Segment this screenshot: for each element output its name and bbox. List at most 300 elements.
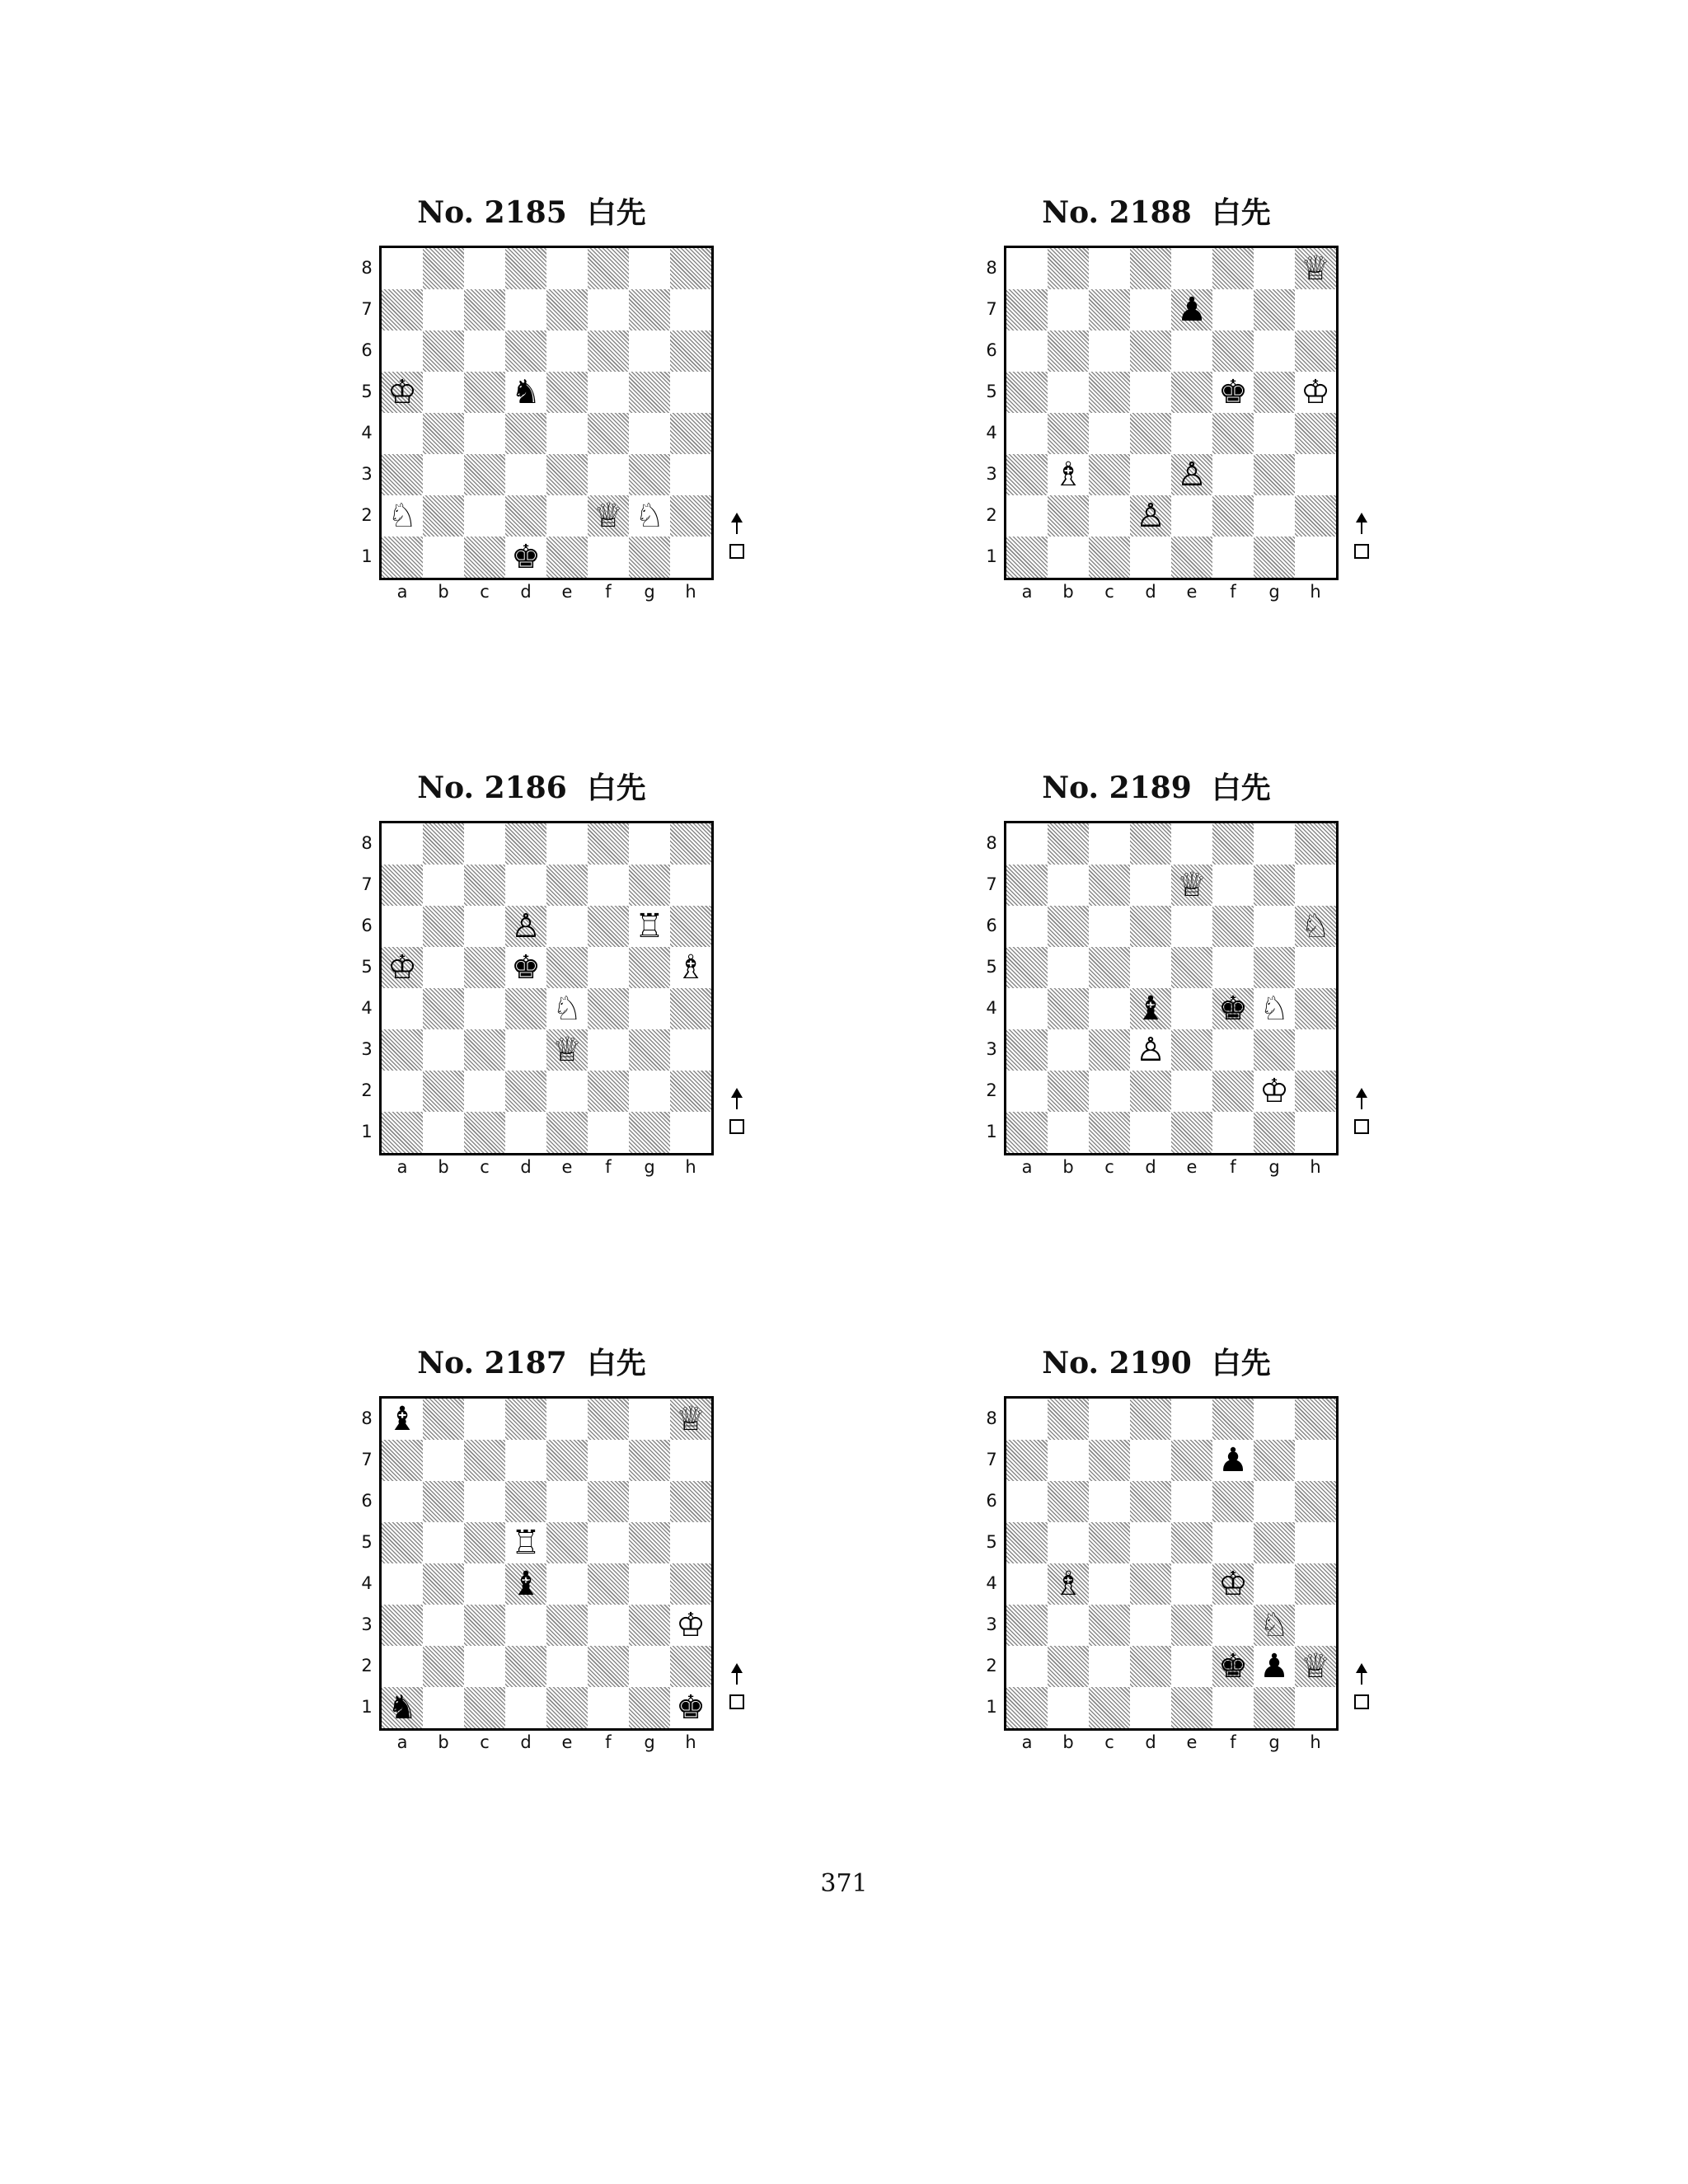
square-a6 [382, 906, 423, 947]
problem-title [959, 1345, 1354, 1382]
square-b2 [1048, 1071, 1089, 1112]
square-e3 [1171, 1029, 1212, 1071]
black-king-icon: ♚ [676, 1689, 706, 1727]
rank-label: 3 [986, 464, 997, 484]
square-h7 [1295, 1440, 1336, 1481]
rank-label: 5 [986, 382, 997, 401]
square-d3 [505, 454, 546, 495]
square-f5 [588, 1522, 629, 1563]
square-g5 [1254, 1522, 1295, 1563]
file-label: d [1145, 1157, 1156, 1177]
square-h7 [1295, 289, 1336, 330]
square-e7 [546, 1440, 588, 1481]
problem-number: No. 2187 [417, 1346, 567, 1380]
file-label: c [480, 582, 490, 602]
square-c7 [464, 289, 505, 330]
white-queen-icon: ♕ [1301, 1647, 1330, 1685]
rank-label: 4 [986, 423, 997, 443]
square-b7 [1048, 1440, 1089, 1481]
square-g7 [629, 865, 670, 906]
square-c3 [1089, 454, 1130, 495]
square-c6 [464, 330, 505, 372]
square-f7 [1212, 865, 1254, 906]
square-d1 [1130, 1687, 1171, 1728]
rank-label: 7 [986, 874, 997, 894]
square-h5 [670, 1522, 711, 1563]
square-e5 [546, 372, 588, 413]
white-to-move-indicator-icon [728, 1665, 746, 1716]
square-d3 [505, 1029, 546, 1071]
square-c6 [464, 906, 505, 947]
square-a2 [382, 1646, 423, 1687]
square-g1 [629, 537, 670, 578]
square-c7 [464, 865, 505, 906]
square-d1 [505, 1687, 546, 1728]
square-a4 [1006, 988, 1048, 1029]
square-e1 [546, 537, 588, 578]
square-e4 [546, 1563, 588, 1605]
black-bishop-icon: ♝ [511, 1565, 541, 1603]
square-a7 [1006, 1440, 1048, 1481]
chess-board [1004, 821, 1339, 1155]
square-f6 [588, 1481, 629, 1522]
square-a3 [382, 1605, 423, 1646]
square-g3 [1254, 1029, 1295, 1071]
square-a6 [1006, 906, 1048, 947]
white-queen-icon: ♕ [593, 497, 623, 535]
square-g8 [1254, 1399, 1295, 1440]
rank-label: 5 [361, 957, 373, 977]
rank-label: 8 [361, 258, 373, 278]
file-label: e [1186, 1157, 1198, 1177]
square-h5 [1295, 947, 1336, 988]
square-h7 [670, 289, 711, 330]
square-e4 [546, 413, 588, 454]
square-h1 [670, 1112, 711, 1153]
square-b8 [1048, 248, 1089, 289]
problem-title [959, 194, 1354, 232]
rank-label: 5 [361, 382, 373, 401]
square-b8 [423, 1399, 464, 1440]
square-g6 [629, 1481, 670, 1522]
square-h8 [1295, 1399, 1336, 1440]
rank-label: 1 [986, 1697, 997, 1717]
square-c1 [1089, 537, 1130, 578]
square-g2 [1254, 495, 1295, 537]
square-f5 [1212, 1522, 1254, 1563]
square-b3 [1048, 1605, 1089, 1646]
square-e5 [546, 1522, 588, 1563]
problem-title [959, 770, 1354, 807]
file-label: d [520, 1732, 532, 1752]
square-d7 [1130, 289, 1171, 330]
rank-label: 3 [361, 1039, 373, 1059]
square-b6 [1048, 1481, 1089, 1522]
square-g1 [1254, 1112, 1295, 1153]
square-g3 [629, 1029, 670, 1071]
square-b5 [1048, 947, 1089, 988]
chess-board [379, 1396, 714, 1731]
problem-title [334, 1345, 729, 1382]
square-h6 [1295, 1481, 1336, 1522]
square-c5 [464, 1522, 505, 1563]
square-g4 [629, 413, 670, 454]
square-h5 [1295, 1522, 1336, 1563]
square-f3 [588, 1029, 629, 1071]
square-e8 [1171, 1399, 1212, 1440]
square-d4 [1130, 413, 1171, 454]
file-label: b [1062, 1732, 1074, 1752]
black-king-icon: ♚ [1218, 373, 1248, 411]
square-b2 [423, 495, 464, 537]
square-e2 [546, 1071, 588, 1112]
file-label: h [685, 1157, 696, 1177]
square-d2 [505, 495, 546, 537]
square-e2 [1171, 1071, 1212, 1112]
square-g7 [629, 289, 670, 330]
square-g8 [629, 248, 670, 289]
rank-label: 7 [986, 1450, 997, 1469]
square-d8 [505, 1399, 546, 1440]
square-b3 [423, 1029, 464, 1071]
square-c8 [464, 248, 505, 289]
rank-label: 1 [361, 1697, 373, 1717]
file-label: f [605, 1157, 612, 1177]
rank-label: 3 [986, 1039, 997, 1059]
square-e6 [1171, 330, 1212, 372]
square-a1 [1006, 1687, 1048, 1728]
square-a8 [382, 248, 423, 289]
rank-label: 2 [986, 505, 997, 525]
rank-label: 5 [361, 1532, 373, 1552]
square-h1 [1295, 1687, 1336, 1728]
square-c4 [464, 988, 505, 1029]
square-a1 [1006, 1112, 1048, 1153]
square-b1 [423, 537, 464, 578]
square-a7 [1006, 289, 1048, 330]
square-d3 [505, 1605, 546, 1646]
square-b4 [1048, 413, 1089, 454]
white-bishop-icon: ♗ [1053, 1565, 1083, 1603]
square-c6 [1089, 906, 1130, 947]
square-g8 [629, 823, 670, 865]
square-c7 [1089, 1440, 1130, 1481]
square-a6 [1006, 330, 1048, 372]
square-e5 [1171, 947, 1212, 988]
file-label: c [1104, 582, 1114, 602]
white-queen-icon: ♕ [552, 1031, 582, 1069]
square-h3 [1295, 454, 1336, 495]
square-d6 [505, 1481, 546, 1522]
white-queen-icon: ♕ [1177, 866, 1207, 904]
rank-label: 8 [986, 258, 997, 278]
file-label: b [438, 1732, 449, 1752]
square-e6 [546, 1481, 588, 1522]
file-label: b [1062, 1157, 1074, 1177]
square-g8 [629, 1399, 670, 1440]
white-bishop-icon: ♗ [1053, 456, 1083, 494]
square-f8 [1212, 248, 1254, 289]
black-bishop-icon: ♝ [1136, 990, 1165, 1028]
square-b2 [1048, 495, 1089, 537]
square-g4 [629, 988, 670, 1029]
rank-label: 6 [986, 916, 997, 935]
square-d8 [1130, 823, 1171, 865]
square-f4 [588, 413, 629, 454]
square-d1 [1130, 1112, 1171, 1153]
square-c7 [464, 1440, 505, 1481]
square-a6 [382, 1481, 423, 1522]
square-f5 [1212, 947, 1254, 988]
square-c2 [1089, 1071, 1130, 1112]
chess-board [379, 821, 714, 1155]
square-g2 [629, 1646, 670, 1687]
square-h8 [670, 823, 711, 865]
square-e8 [546, 823, 588, 865]
square-b7 [423, 289, 464, 330]
white-king-icon: ♔ [387, 949, 417, 987]
square-b8 [423, 248, 464, 289]
square-f6 [1212, 906, 1254, 947]
square-h6 [670, 330, 711, 372]
square-b2 [423, 1071, 464, 1112]
square-c5 [464, 372, 505, 413]
square-b1 [423, 1687, 464, 1728]
square-e1 [1171, 1112, 1212, 1153]
rank-label: 4 [361, 423, 373, 443]
file-label: h [1310, 1157, 1321, 1177]
rank-label: 1 [986, 546, 997, 566]
rank-label: 5 [986, 1532, 997, 1552]
square-h3 [670, 454, 711, 495]
rank-label: 6 [986, 340, 997, 360]
square-b1 [423, 1112, 464, 1153]
file-label: c [1104, 1157, 1114, 1177]
square-d7 [505, 289, 546, 330]
square-f7 [588, 289, 629, 330]
square-b2 [423, 1646, 464, 1687]
square-b4 [423, 1563, 464, 1605]
square-a7 [382, 865, 423, 906]
square-d6 [1130, 1481, 1171, 1522]
black-pawn-icon: ♟ [1259, 1647, 1289, 1685]
square-f2 [588, 1071, 629, 1112]
square-d2 [505, 1071, 546, 1112]
square-g1 [1254, 1687, 1295, 1728]
square-a2 [1006, 1071, 1048, 1112]
square-f3 [588, 454, 629, 495]
side-to-move-label: 白先 [586, 1347, 646, 1380]
square-h4 [670, 988, 711, 1029]
white-pawn-icon: ♙ [511, 907, 541, 945]
file-label: a [396, 1157, 408, 1177]
square-g4 [1254, 413, 1295, 454]
square-d2 [505, 1646, 546, 1687]
square-h8 [670, 248, 711, 289]
square-e3 [546, 1605, 588, 1646]
file-label: e [561, 582, 573, 602]
square-f2 [1212, 495, 1254, 537]
square-c6 [1089, 1481, 1130, 1522]
square-f2 [1212, 1071, 1254, 1112]
square-f3 [588, 1605, 629, 1646]
square-c1 [1089, 1687, 1130, 1728]
square-d7 [505, 865, 546, 906]
file-label: a [1021, 582, 1033, 602]
square-b4 [1048, 988, 1089, 1029]
white-knight-icon: ♘ [1301, 907, 1330, 945]
white-king-icon: ♔ [1301, 373, 1330, 411]
square-a7 [382, 289, 423, 330]
file-label: f [605, 1732, 612, 1752]
rank-label: 1 [361, 1122, 373, 1141]
square-g5 [629, 372, 670, 413]
square-h4 [1295, 988, 1336, 1029]
square-f6 [1212, 330, 1254, 372]
square-b3 [423, 1605, 464, 1646]
square-h4 [670, 413, 711, 454]
rank-label: 2 [986, 1080, 997, 1100]
square-e4 [1171, 413, 1212, 454]
square-a2 [1006, 1646, 1048, 1687]
square-a5 [1006, 372, 1048, 413]
rank-label: 1 [986, 1122, 997, 1141]
square-b1 [1048, 1687, 1089, 1728]
square-f2 [588, 1646, 629, 1687]
problem-number: No. 2189 [1042, 771, 1192, 805]
file-label: h [685, 1732, 696, 1752]
square-e7 [1171, 1440, 1212, 1481]
black-king-icon: ♚ [511, 538, 541, 576]
problem-number: No. 2185 [417, 195, 567, 230]
black-bishop-icon: ♝ [387, 1400, 417, 1438]
square-e1 [1171, 537, 1212, 578]
square-a8 [382, 823, 423, 865]
rank-label: 3 [361, 1615, 373, 1634]
square-e1 [1171, 1687, 1212, 1728]
square-c2 [464, 1646, 505, 1687]
square-c3 [464, 1605, 505, 1646]
white-king-icon: ♔ [1259, 1072, 1289, 1110]
square-g7 [629, 1440, 670, 1481]
square-f7 [1212, 289, 1254, 330]
square-h7 [1295, 865, 1336, 906]
square-e3 [546, 454, 588, 495]
square-e1 [546, 1112, 588, 1153]
square-g1 [1254, 537, 1295, 578]
square-g6 [1254, 1481, 1295, 1522]
square-d3 [1130, 1605, 1171, 1646]
square-e8 [546, 1399, 588, 1440]
square-b8 [1048, 1399, 1089, 1440]
side-to-move-label: 白先 [1211, 1347, 1271, 1380]
square-g3 [1254, 454, 1295, 495]
square-g8 [1254, 248, 1295, 289]
square-b5 [1048, 372, 1089, 413]
square-c2 [464, 495, 505, 537]
square-c5 [1089, 372, 1130, 413]
square-c5 [1089, 947, 1130, 988]
square-b5 [423, 1522, 464, 1563]
square-e8 [1171, 823, 1212, 865]
square-e6 [546, 330, 588, 372]
rank-label: 8 [986, 1408, 997, 1428]
white-knight-icon: ♘ [387, 497, 417, 535]
square-f6 [588, 330, 629, 372]
chess-board [1004, 246, 1339, 580]
rank-label: 3 [361, 464, 373, 484]
square-g7 [1254, 289, 1295, 330]
square-g5 [1254, 947, 1295, 988]
square-h4 [1295, 413, 1336, 454]
square-d1 [1130, 537, 1171, 578]
file-label: e [1186, 582, 1198, 602]
rank-label: 4 [361, 998, 373, 1018]
square-b7 [423, 1440, 464, 1481]
square-h2 [670, 495, 711, 537]
white-pawn-icon: ♙ [1136, 497, 1165, 535]
square-b1 [1048, 1112, 1089, 1153]
problem-title [334, 194, 729, 232]
square-f1 [588, 1112, 629, 1153]
black-knight-icon: ♞ [387, 1689, 417, 1727]
square-d5 [1130, 1522, 1171, 1563]
rank-label: 2 [986, 1656, 997, 1675]
square-c1 [464, 1687, 505, 1728]
square-a1 [382, 537, 423, 578]
square-b3 [1048, 1029, 1089, 1071]
white-queen-icon: ♕ [676, 1400, 706, 1438]
square-g3 [629, 454, 670, 495]
square-d5 [1130, 372, 1171, 413]
square-f3 [1212, 1029, 1254, 1071]
square-d7 [505, 1440, 546, 1481]
chess-board [1004, 1396, 1339, 1731]
square-c4 [1089, 988, 1130, 1029]
file-label: a [1021, 1157, 1033, 1177]
square-f1 [588, 537, 629, 578]
rank-label: 7 [361, 1450, 373, 1469]
square-b5 [1048, 1522, 1089, 1563]
square-e6 [1171, 906, 1212, 947]
square-b1 [1048, 537, 1089, 578]
square-a3 [382, 454, 423, 495]
square-f8 [1212, 823, 1254, 865]
square-e6 [546, 906, 588, 947]
square-d6 [505, 330, 546, 372]
square-f8 [588, 1399, 629, 1440]
file-label: f [1230, 1157, 1236, 1177]
white-knight-icon: ♘ [1259, 1606, 1289, 1644]
square-e4 [1171, 988, 1212, 1029]
square-e2 [1171, 1646, 1212, 1687]
white-queen-icon: ♕ [1301, 250, 1330, 288]
white-pawn-icon: ♙ [1136, 1031, 1165, 1069]
square-d4 [505, 413, 546, 454]
square-f1 [1212, 1112, 1254, 1153]
square-h1 [1295, 537, 1336, 578]
square-g7 [1254, 865, 1295, 906]
white-to-move-indicator-icon [728, 1090, 746, 1141]
square-f8 [588, 248, 629, 289]
square-a4 [1006, 413, 1048, 454]
file-label: h [1310, 582, 1321, 602]
square-g1 [629, 1687, 670, 1728]
square-g5 [1254, 372, 1295, 413]
square-e8 [1171, 248, 1212, 289]
square-f6 [1212, 1481, 1254, 1522]
square-h3 [670, 1029, 711, 1071]
